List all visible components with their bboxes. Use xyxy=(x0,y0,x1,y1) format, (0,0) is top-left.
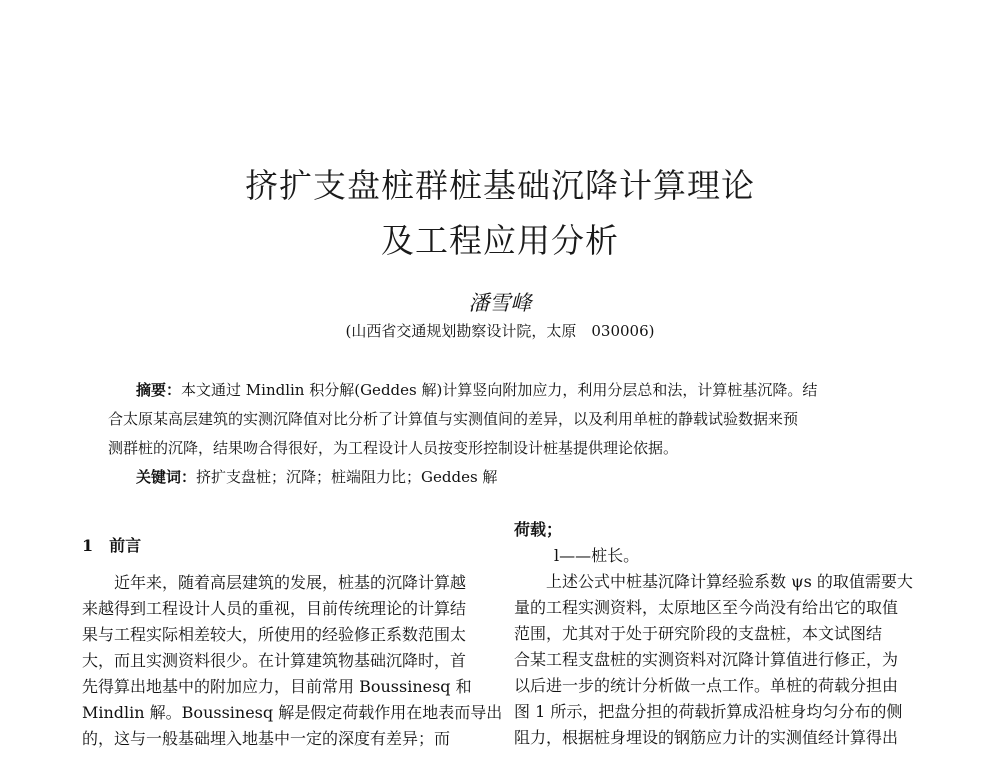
right-line-1: 上述公式中桩基沉降计算经验系数 ψs 的取值需要大 xyxy=(546,572,913,591)
keywords-text: 挤扩支盘桩；沉降；桩端阻力比；Geddes 解 xyxy=(196,468,498,486)
right-line-2: 量的工程实测资料，太原地区至今尚没有给出它的取值 xyxy=(514,598,899,617)
left-column xyxy=(82,570,503,752)
abstract-line-2: 合太原某高层建筑的实测沉降值对比分析了计算值与实测值间的差异，以及利用单桩的静载试验数据来预 xyxy=(108,410,799,428)
left-line-5: 先得算出地基中的附加应力，目前常用 Boussinesq 和 xyxy=(82,677,472,696)
right-line-6: 图 1 所示，把盘分担的荷载折算成沿桩身均匀分布的侧 xyxy=(514,702,903,721)
left-line-4: 大，而且实测资料很少。在计算建筑物基础沉降时，首 xyxy=(82,651,467,670)
left-line-2: 来越得到工程设计人员的重视，目前传统理论的计算结 xyxy=(82,599,467,618)
title-line-1: 挤扩支盘桩群桩基础沉降计算理论 xyxy=(245,166,755,205)
left-line-3: 果与工程实际相差较大，所使用的经验修正系数范围太 xyxy=(82,625,467,644)
abstract-line-1 xyxy=(136,379,817,400)
right-line-4: 合某工程支盘桩的实测资料对沉降计算值进行修正，为 xyxy=(514,650,899,669)
keywords-line xyxy=(136,466,497,487)
section-heading: 1 前言 xyxy=(82,536,142,555)
left-line-6: Mindlin 解。Boussinesq 解是假定荷载作用在地表而导出 xyxy=(82,703,503,722)
right-line-3: 范围，尤其对于处于研究阶段的支盘桩，本文试图结 xyxy=(514,624,883,643)
right-line-7: 阻力，根据桩身埋设的钢筋应力计的实测值经计算得出 xyxy=(514,728,899,747)
right-column xyxy=(514,517,914,751)
abstract-line-3: 测群桩的沉降，结果吻合得很好，为工程设计人员按变形控制设计桩基提供理论依据。 xyxy=(108,439,679,457)
affiliation: (山西省交通规划勘察设计院，太原 030006) xyxy=(345,322,655,340)
abstract-label: 摘要： xyxy=(136,381,182,399)
keywords-label: 关键词： xyxy=(136,468,197,486)
abstract-text-1: 本文通过 Mindlin 积分解(Geddes 解)计算竖向附加应力，利用分层总和法，计算桩基沉降。结 xyxy=(181,381,818,399)
right-line-l: l——桩长。 xyxy=(554,546,640,565)
right-line-5: 以后进一步的统计分析做一点工作。单桩的荷载分担由 xyxy=(514,676,899,695)
right-line-top: 荷载； xyxy=(514,520,563,539)
author: 潘雪峰 xyxy=(468,291,532,315)
left-line-1: 近年来，随着高层建筑的发展，桩基的沉降计算越 xyxy=(114,573,467,592)
title-line-2: 及工程应用分析 xyxy=(381,221,619,260)
left-line-7: 的，这与一般基础埋入地基中一定的深度有差异；而 xyxy=(82,729,451,748)
